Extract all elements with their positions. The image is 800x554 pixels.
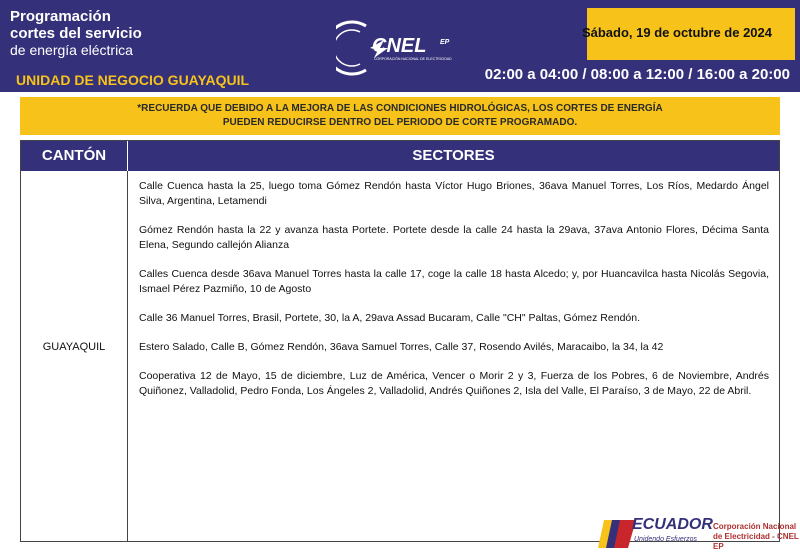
cnel-logo-icon [336, 18, 476, 78]
title-line-2: cortes del servicio [10, 25, 142, 42]
header-banner [0, 0, 800, 92]
sector-item: Calle 36 Manuel Torres, Brasil, Portete, 30, la A, 29ava Assad Bucaram, Calle "CH" Paltas, Gómez Rendón. [139, 312, 641, 324]
brand-suffix: EP [440, 39, 450, 46]
brand-tagline: CORPORACIÓN NACIONAL DE ELECTRICIDAD [374, 57, 452, 61]
corp-line-1: Corporación Nacional [713, 522, 797, 531]
column-divider [127, 171, 128, 541]
date-text: Sábado, 19 de octubre de 2024 [581, 25, 772, 40]
notice-banner [20, 97, 780, 135]
sector-item: Estero Salado, Calle B, Gómez Rendón, 36ava Samuel Torres, Calle 37, Rosendo Avilés, Maracaibo, la 34, la 42 [139, 341, 664, 353]
sector-item: Cooperativa 12 de Mayo, 15 de diciembre, Luz de América, Vencer o Morir 2 y 3, Fuerza de los Pobres, 6 de Noviembre, Andrés Quiñonez, Valladolid, Pedro Fonda, Los Ángeles 2, Valladolid, Andrés Quiñones 2, Isla del Valle, El Paraíso, 3 de Mayo, 22 de Abril. [139, 370, 769, 397]
sector-item: Calles Cuenca desde 36ava Manuel Torres hasta la calle 17, coge la calle 18 hasta Alcedo; y, por Huancavilca hasta Nicolás Segovia, Ismael Pérez Pazmiño, 10 de Agosto [139, 268, 769, 295]
sector-item: Calle Cuenca hasta la 25, luego toma Gómez Rendón hasta Víctor Hugo Briones, 36ava Manuel Torres, Los Ríos, Medardo Ángel Silva, Argentina, Letamendi [139, 180, 769, 207]
sectors-cell [139, 179, 769, 413]
sector-item: Gómez Rendón hasta la 22 y avanza hasta Portete. Portete desde la calle 24 hasta la 29ava, 37ava Antonio Flores, Décima Santa Elena, Segundo callejón Alianza [139, 224, 769, 251]
page-title [10, 8, 142, 59]
canton-cell: GUAYAQUIL [42, 341, 106, 353]
header-canton: CANTÓN [21, 141, 128, 171]
outage-hours: 02:00 a 04:00 / 08:00 a 12:00 / 16:00 a 20:00 [484, 66, 790, 83]
country-name: ECUADOR [632, 516, 713, 533]
notice-line-1: *RECUERDA QUE DEBIDO A LA MEJORA DE LAS CONDICIONES HIDROLÓGICAS, LOS CORTES DE ENERGÍA [137, 103, 663, 114]
business-unit: UNIDAD DE NEGOCIO GUAYAQUIL [16, 72, 250, 88]
corp-name [713, 522, 800, 552]
brand-name: CNEL [372, 35, 427, 57]
title-line-1: Programación [10, 8, 111, 25]
schedule-table [20, 140, 780, 542]
header-sectores: SECTORES [128, 141, 779, 171]
slogan: Unidendo Esfuerzos [634, 536, 698, 543]
title-line-3: de energía eléctrica [10, 42, 133, 58]
corp-line-2: de Electricidad - CNEL EP [713, 532, 799, 551]
notice-line-2: PUEDEN REDUCIRSE DENTRO DEL PERIODO DE CORTE PROGRAMADO. [222, 117, 578, 128]
